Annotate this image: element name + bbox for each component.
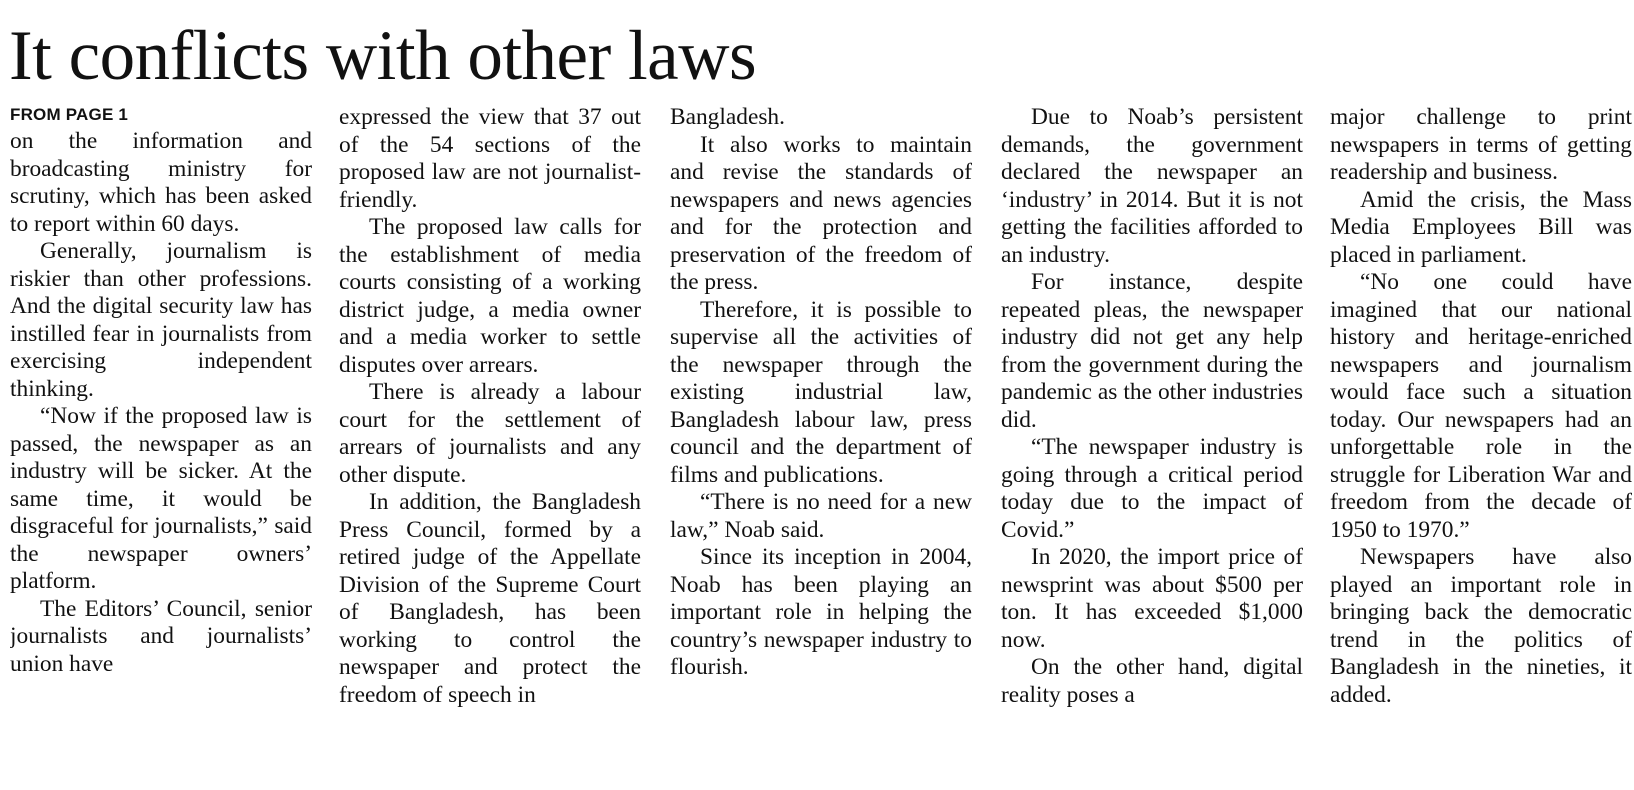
paragraph: Bangladesh.: [670, 104, 785, 130]
paragraph: The proposed law calls for the establishment of media courts consisting of a working district judge, a media owner and a media worker to settle disputes over arrears.: [339, 214, 641, 378]
paragraph: on the information and broadcasting ministry for scrutiny, which has been asked to report within 60 days.: [10, 128, 312, 237]
paragraph: Due to Noab’s persistent demands, the government declared the newspaper an ‘industry’ in 2014. But it is not getting the facilities afforded to an industry.: [1001, 104, 1303, 268]
paragraph: major challenge to print newspapers in terms of getting readership and business.: [1330, 104, 1632, 185]
continuation-kicker: FROM PAGE 1: [10, 105, 129, 124]
article-column-5: [1330, 104, 1632, 784]
headline: It conflicts with other laws: [9, 17, 757, 95]
paragraph: In 2020, the import price of newsprint was about $500 per ton. It has exceeded $1,000 now.: [1001, 544, 1303, 653]
paragraph: For instance, despite repeated pleas, the newspaper industry did not get any help from the government during the pandemic as the other industries did.: [1001, 269, 1303, 433]
paragraph: Newspapers have also played an important role in bringing back the democratic trend in the politics of Bangladesh in the nineties, it added.: [1330, 544, 1632, 708]
paragraph: expressed the view that 37 out of the 54 sections of the proposed law are not journalist-friendly.: [339, 104, 641, 213]
paragraph: There is already a labour court for the settlement of arrears of journalists and any other dispute.: [339, 379, 641, 488]
article-column-2: [339, 104, 641, 784]
paragraph: Generally, journalism is riskier than other professions. And the digital security law has instilled fear in journalists from exercising independent thinking.: [10, 238, 312, 402]
paragraph: On the other hand, digital reality poses a: [1001, 654, 1303, 708]
paragraph: “The newspaper industry is going through a critical period today due to the impact of Covid.”: [1001, 434, 1303, 543]
article-column-4: [1001, 104, 1303, 784]
paragraph: Amid the crisis, the Mass Media Employees Bill was placed in parliament.: [1330, 186, 1632, 268]
paragraph: The Editors’ Council, senior journalists and journalists’ union have: [10, 595, 312, 677]
article-column-3: [670, 104, 972, 784]
article-column-1: [10, 104, 312, 784]
paragraph: In addition, the Bangladesh Press Council, formed by a retired judge of the Appellate Division of the Supreme Court of Bangladesh, has been working to control the newspaper and protect the freedom of speech in: [339, 489, 641, 708]
paragraph: Therefore, it is possible to supervise all the activities of the newspaper through the existing industrial law, Bangladesh labour law, press council and the department of films and publications.: [670, 296, 972, 488]
paragraph: Since its inception in 2004, Noab has been playing an important role in helping the country’s newspaper industry to flourish.: [670, 544, 972, 680]
paragraph: “No one could have imagined that our national history and heritage-enriched newspapers and journalism would face such a situation today. Our newspapers had an unforgettable role in the struggle for Liberation War and freedom from the decade of 1950 to 1970.”: [1330, 269, 1632, 543]
paragraph: “Now if the proposed law is passed, the newspaper as an industry will be sicker. At the same time, it would be disgraceful for journalists,” said the newspaper owners’ platform.: [10, 403, 312, 594]
article-body: [0, 104, 1634, 784]
paragraph: “There is no need for a new law,” Noab said.: [670, 489, 972, 543]
paragraph: It also works to maintain and revise the standards of newspapers and news agencies and for the protection and preservation of the freedom of the press.: [670, 131, 972, 295]
